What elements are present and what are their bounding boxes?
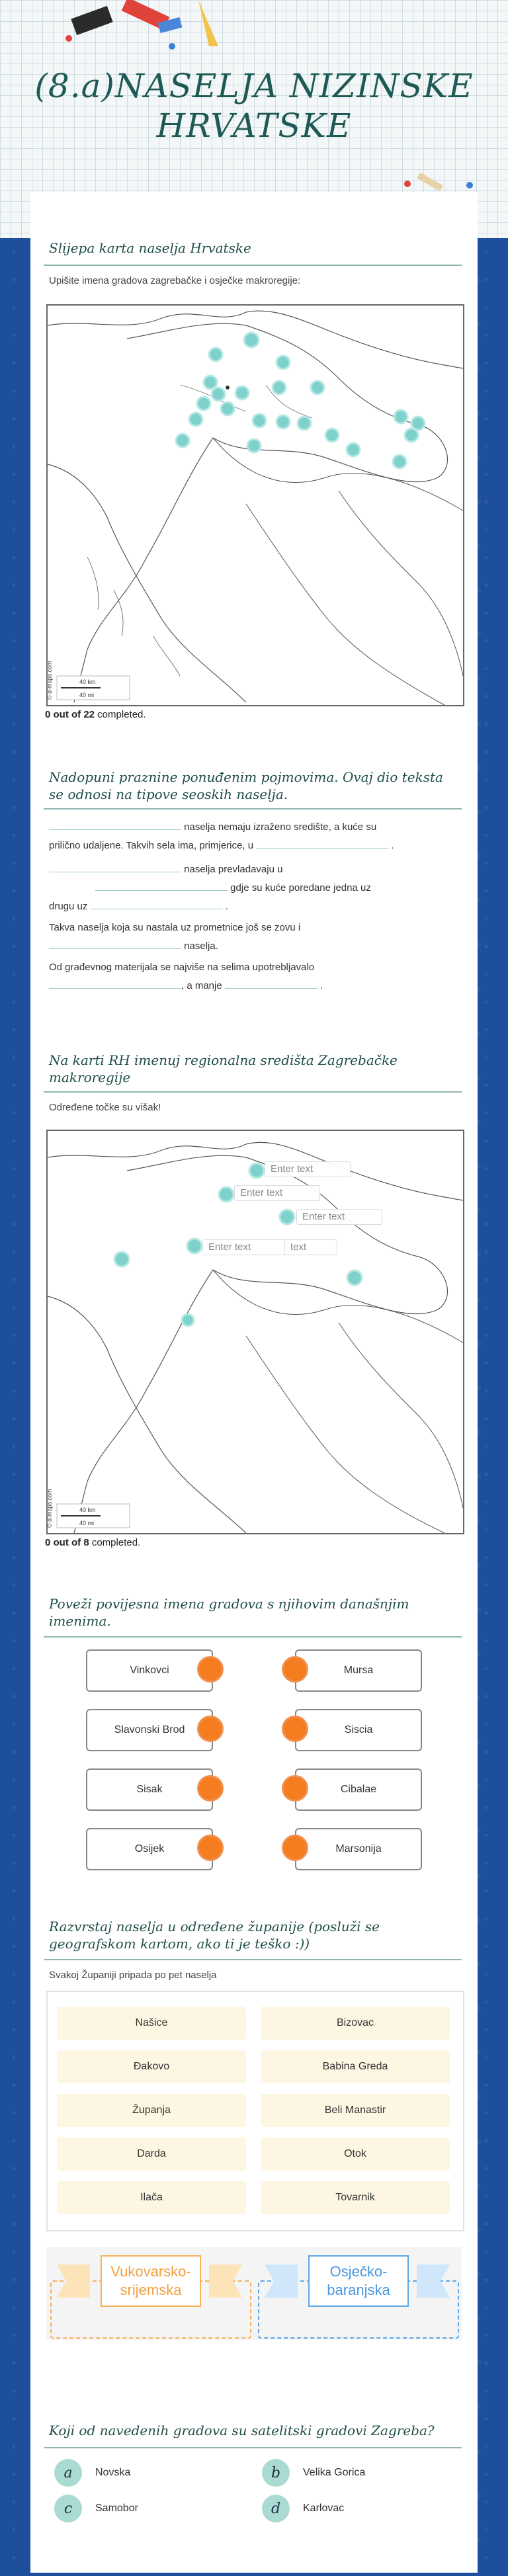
map2-textbox-4[interactable]: Enter text xyxy=(202,1239,288,1255)
section1-instruction: Upišite imena gradova zagrebačke i osječke makroregije: xyxy=(49,275,301,286)
blank-8[interactable] xyxy=(225,976,318,989)
match-connector-left-1[interactable] xyxy=(197,1716,224,1742)
section4-divider xyxy=(44,1636,462,1638)
match-left-2[interactable]: Sisak xyxy=(86,1768,213,1811)
sort-item-0[interactable]: Našice xyxy=(57,2007,246,2040)
match-left-0[interactable]: Vinkovci xyxy=(86,1649,213,1692)
map1-scale-mi: 40 mi xyxy=(79,692,95,698)
map2-textbox-5[interactable]: text xyxy=(284,1239,337,1255)
section5-divider xyxy=(44,1959,462,1960)
section6-divider xyxy=(44,2447,462,2448)
match-left-3[interactable]: Osijek xyxy=(86,1828,213,1870)
blank-6[interactable] xyxy=(49,936,181,949)
section6-heading: Koji od navedenih gradova su satelitski gradovi Zagreba? xyxy=(49,2423,435,2438)
choice-b-letter[interactable]: b xyxy=(262,2459,290,2487)
page-title: (8.a)NASELJA NIZINSKE HRVATSKE xyxy=(34,67,474,145)
blank-5[interactable] xyxy=(91,897,223,909)
blank-1[interactable] xyxy=(49,817,181,830)
blank-7[interactable] xyxy=(49,976,181,989)
sort-item-4[interactable]: Županja xyxy=(57,2094,246,2127)
match-connector-left-2[interactable] xyxy=(197,1775,224,1802)
match-right-0[interactable]: Mursa xyxy=(295,1649,422,1692)
map-outline-1 xyxy=(48,306,463,705)
section3-divider xyxy=(44,1091,462,1093)
blank-2[interactable] xyxy=(256,836,388,849)
choice-c-text[interactable]: Samobor xyxy=(95,2503,138,2514)
section2-heading: Nadopuni praznine ponuđenim pojmovima. Ovaj dio teksta se odnosi na tipove seoskih naselja. xyxy=(49,769,443,802)
section5-heading: Razvrstaj naselja u određene županije (posluži se geografskom kartom, ako ti je teško :)) xyxy=(49,1919,380,1952)
map1-credit: © d-maps.com xyxy=(46,661,53,700)
sort-item-5[interactable]: Beli Manastir xyxy=(261,2094,450,2127)
section1-divider xyxy=(44,265,462,266)
choice-d-letter[interactable]: d xyxy=(262,2495,290,2522)
bin-right-label: Osječko-baranjska xyxy=(308,2255,409,2307)
match-connector-right-3[interactable] xyxy=(282,1835,308,1861)
map2-textbox-3[interactable]: Enter text xyxy=(296,1209,382,1225)
blank-4[interactable] xyxy=(95,878,228,891)
map2-credit: © d-maps.com xyxy=(46,1489,53,1528)
sort-item-2[interactable]: Đakovo xyxy=(57,2050,246,2083)
map2-scale-km: 40 km xyxy=(79,1507,96,1513)
choice-d-text[interactable]: Karlovac xyxy=(303,2503,345,2514)
blank-3[interactable] xyxy=(49,860,181,872)
choice-c-letter[interactable]: c xyxy=(54,2495,82,2522)
match-left-1[interactable]: Slavonski Brod xyxy=(86,1709,213,1751)
map2-scale-mi: 40 mi xyxy=(79,1520,95,1526)
match-connector-right-2[interactable] xyxy=(282,1775,308,1802)
section3-instruction: Određene točke su višak! xyxy=(49,1102,161,1113)
sort-item-7[interactable]: Otok xyxy=(261,2138,450,2171)
map2-textbox-1[interactable]: Enter text xyxy=(265,1161,351,1177)
choice-b-text[interactable]: Velika Gorica xyxy=(303,2467,366,2478)
section3-completed: 0 out of 8 completed. xyxy=(45,1537,141,1548)
section5-instruction: Svakoj Županiji pripada po pet naselja xyxy=(49,1970,217,1981)
sort-item-9[interactable]: Tovarnik xyxy=(261,2181,450,2214)
section1-completed: 0 out of 22 completed. xyxy=(45,709,146,720)
croatia-blank-map-1 xyxy=(46,304,464,706)
section2-divider xyxy=(44,808,462,810)
section1-heading: Slijepa karta naselja Hrvatske xyxy=(49,240,251,256)
section4-heading: Poveži povijesna imena gradova s njihovim današnjim imenima. xyxy=(49,1596,409,1629)
sort-item-6[interactable]: Darda xyxy=(57,2138,246,2171)
school-supplies-decoration xyxy=(60,0,232,60)
sort-item-3[interactable]: Babina Greda xyxy=(261,2050,450,2083)
bin-left-label: Vukovarsko-srijemska xyxy=(101,2255,201,2307)
match-connector-left-3[interactable] xyxy=(197,1835,224,1861)
sort-item-1[interactable]: Bizovac xyxy=(261,2007,450,2040)
match-connector-right-0[interactable] xyxy=(282,1656,308,1683)
cloze-paragraph: naselja nemaju izraženo središte, a kuće su prilično udaljene. Takvih sela ima, primjerice, u . naselja prevladavaju u gdje su kuće poredane jedna uz drugu uz . Takva naselja koja su nastala uz prometnice još se zovu i naselja. Od građevnog materijala se najviše na selima upotrebljavalo , a manje . xyxy=(49,817,459,995)
choice-a-letter[interactable]: a xyxy=(54,2459,82,2487)
match-right-2[interactable]: Cibalae xyxy=(295,1768,422,1811)
map1-dots[interactable] xyxy=(176,333,425,468)
match-connector-left-0[interactable] xyxy=(197,1656,224,1683)
match-right-3[interactable]: Marsonija xyxy=(295,1828,422,1870)
map1-scale-km: 40 km xyxy=(79,679,96,685)
section3-heading: Na karti RH imenuj regionalna središta Zagrebačke makroregije xyxy=(49,1052,398,1085)
match-connector-right-1[interactable] xyxy=(282,1716,308,1742)
choice-a-text[interactable]: Novska xyxy=(95,2467,131,2478)
sort-item-8[interactable]: Ilača xyxy=(57,2181,246,2214)
map2-textbox-2[interactable]: Enter text xyxy=(234,1185,320,1201)
match-right-1[interactable]: Siscia xyxy=(295,1709,422,1751)
